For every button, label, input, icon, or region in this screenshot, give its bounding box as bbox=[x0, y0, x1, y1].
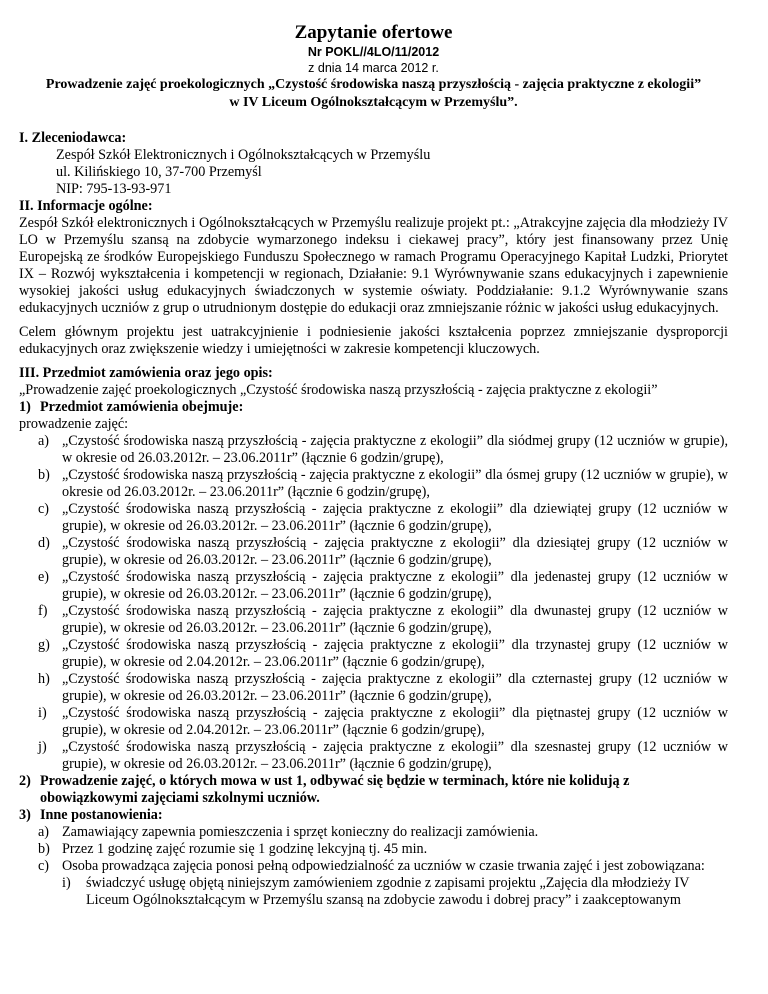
list-item-text: „Czystość środowiska naszą przyszłością - zajęcia praktyczne z ekologii” dla ósmej grupy (12 uczniów w grupie), w okresie od 26.03.2012r. – 23.06.2011r” (łącznie 6 godzin/grupę), bbox=[62, 467, 728, 500]
contractor-name: Zespół Szkół Elektronicznych i Ogólnokształcących w Przemyślu bbox=[56, 147, 431, 163]
point-1 bbox=[19, 399, 728, 416]
list-item-text: „Czystość środowiska naszą przyszłością - zajęcia praktyczne z ekologii” dla piętnastej grupy (12 uczniów w grupie), w okresie od 2.04.2012r. – 23.06.2011r” (łącznie 6 godzin/grupę), bbox=[62, 705, 728, 738]
contractor-address: ul. Kilińskiego 10, 37-700 Przemyśl bbox=[56, 164, 262, 180]
point-2-title: Prowadzenie zajęć, o których mowa w ust 1, odbywać się będzie w terminach, które nie kolidują z obowiązkowymi zajęciami szkolnymi uczniów. bbox=[40, 773, 630, 806]
section-2-paragraph-1: Zespół Szkół elektronicznych i Ogólnokształcących w Przemyślu realizuje projekt pt.: „Atrakcyjne zajęcia dla młodzieży IV LO w Przemyślu szansą na zdobycie wymarzonego indeksu i ciekawej pracy”, który jest finansowany przez Unię Europejską ze środków Europejskiego Funduszu Społecznego w ramach Programu Operacyjnego Kapitał Ludzki, Priorytet IX – Rozwój wykształcenia i kompetencji w regionach, Działanie: 9.1 Wyrównywanie szans edukacyjnych i zapewnienie wysokiej jakości usług edukacyjnych świadczonych w systemie oświaty. Poddziałanie: 9.1.2 Wyrównywanie szans edukacyjnych uczniów z grup o utrudnionym dostępie do edukacji oraz zmniejszanie różnic w jakości usług edukacyjnych. bbox=[19, 215, 728, 316]
list-item-marker: c) bbox=[38, 501, 50, 517]
list-item bbox=[19, 603, 728, 637]
classes-list bbox=[19, 433, 728, 773]
section-3-heading: III. Przedmiot zamówienia oraz jego opis: bbox=[19, 365, 273, 381]
list-item-text: „Czystość środowiska naszą przyszłością - zajęcia praktyczne z ekologii” dla dwunastej grupy (12 uczniów w grupie), w okresie od 26.03.2012r. – 23.06.2011r” (łącznie 6 godzin/grupę), bbox=[62, 603, 728, 636]
list-item-text: „Czystość środowiska naszą przyszłością - zajęcia praktyczne z ekologii” dla jedenastej grupy (12 uczniów w grupie), w okresie od 26.03.2012r. – 23.06.2011r” (łącznie 6 godzin/grupę), bbox=[62, 569, 728, 602]
list-item bbox=[19, 671, 728, 705]
point-3-title: Inne postanowienia: bbox=[40, 807, 163, 823]
list-item-marker: a) bbox=[38, 824, 50, 840]
list-item-marker: i) bbox=[62, 875, 71, 891]
list-item bbox=[19, 739, 728, 773]
point-3-number: 3) bbox=[19, 807, 31, 823]
list-item-marker: d) bbox=[38, 535, 50, 551]
list-item-text: Osoba prowadząca zajęcia ponosi pełną odpowiedzialność za uczniów w czasie trwania zajęć i jest zobowiązana: bbox=[62, 858, 705, 874]
section-1-heading: I. Zleceniodawca: bbox=[19, 130, 127, 146]
list-item-text: świadczyć usługę objętą niniejszym zamówieniem zgodnie z zapisami projektu „Zajęcia dla młodzieży IV Liceum Ogólnokształcącym w Przemyślu szansą na zdobycie zawodu i dobrej pracy” i zaakceptowanym bbox=[86, 875, 690, 908]
document-title: Zapytanie ofertowe bbox=[294, 22, 453, 43]
list-item-text: „Czystość środowiska naszą przyszłością - zajęcia praktyczne z ekologii” dla szesnastej grupy (12 uczniów w grupie), w okresie od 26.03.2012r. – 23.06.2011r” (łącznie 6 godzin/grupę), bbox=[62, 739, 728, 772]
contractor-nip: NIP: 795-13-93-971 bbox=[56, 181, 172, 197]
section-2-paragraph-2: Celem głównym projektu jest uatrakcyjnienie i podniesienie jakości kształcenia poprzez zmniejszanie dysproporcji edukacyjnych oraz zwiększenie wiedzy i umiejętności w zakresie kompetencji kluczowych. bbox=[19, 324, 728, 357]
section-3-intro: „Prowadzenie zajęć proekologicznych „Czystość środowiska naszą przyszłością - zajęcia praktyczne z ekologii” bbox=[19, 382, 658, 398]
document-subject-line-2: w IV Liceum Ogólnokształcącym w Przemyślu”. bbox=[229, 95, 518, 110]
list-item bbox=[19, 824, 728, 841]
list-item-marker: a) bbox=[38, 433, 50, 449]
list-item-text: Przez 1 godzinę zajęć rozumie się 1 godzinę lekcyjną tj. 45 min. bbox=[62, 841, 428, 857]
point-1-lead: prowadzenie zajęć: bbox=[19, 416, 129, 432]
section-2-heading: II. Informacje ogólne: bbox=[19, 198, 153, 214]
list-item-marker: h) bbox=[38, 671, 50, 687]
list-item-marker: c) bbox=[38, 858, 50, 874]
list-item bbox=[19, 569, 728, 603]
document-date: z dnia 14 marca 2012 r. bbox=[308, 61, 439, 75]
list-item bbox=[19, 858, 728, 875]
point-2 bbox=[19, 773, 728, 807]
list-item bbox=[19, 705, 728, 739]
list-item bbox=[19, 501, 728, 535]
list-item-text: „Czystość środowiska naszą przyszłością - zajęcia praktyczne z ekologii” dla dziesiątej grupy (12 uczniów w grupie), w okresie od 26.03.2012r. – 23.06.2011r” (łącznie 6 godzin/grupę), bbox=[62, 535, 728, 568]
list-item bbox=[19, 535, 728, 569]
list-item-marker: i) bbox=[38, 705, 47, 721]
list-item-text: „Czystość środowiska naszą przyszłością - zajęcia praktyczne z ekologii” dla trzynastej grupy (12 uczniów w grupie), w okresie od 2.04.2012r. – 23.06.2011r” (łącznie 6 godzin/grupę), bbox=[62, 637, 728, 670]
list-item bbox=[19, 841, 728, 858]
point-3 bbox=[19, 807, 728, 824]
list-item bbox=[19, 875, 728, 909]
list-item-text: „Czystość środowiska naszą przyszłością - zajęcia praktyczne z ekologii” dla czternastej grupy (12 uczniów w grupie), w okresie od 26.03.2012r. – 23.06.2011r” (łącznie 6 godzin/grupę), bbox=[62, 671, 728, 704]
list-item-text: „Czystość środowiska naszą przyszłością - zajęcia praktyczne z ekologii” dla siódmej grupy (12 uczniów w grupie), w okresie od 26.03.2012r. – 23.06.2011r” (łącznie 6 godzin/grupę), bbox=[62, 433, 728, 466]
list-item-marker: b) bbox=[38, 467, 50, 483]
list-item-marker: j) bbox=[38, 739, 47, 755]
list-item-marker: g) bbox=[38, 637, 50, 653]
list-item-text: „Czystość środowiska naszą przyszłością - zajęcia praktyczne z ekologii” dla dziewiątej grupy (12 uczniów w grupie), w okresie od 26.03.2012r. – 23.06.2011r” (łącznie 6 godzin/grupę), bbox=[62, 501, 728, 534]
document-number: Nr POKL//4LO/11/2012 bbox=[307, 45, 440, 59]
list-item-marker: e) bbox=[38, 569, 50, 585]
list-item-text: Zamawiający zapewnia pomieszczenia i sprzęt konieczny do realizacji zamówienia. bbox=[62, 824, 539, 840]
list-item bbox=[19, 467, 728, 501]
list-item-marker: f) bbox=[38, 603, 48, 619]
list-item bbox=[19, 637, 728, 671]
list-item bbox=[19, 433, 728, 467]
point-2-number: 2) bbox=[19, 773, 31, 789]
list-item-marker: b) bbox=[38, 841, 50, 857]
point-1-title: Przedmiot zamówienia obejmuje: bbox=[40, 399, 244, 415]
document-subject-line-1: Prowadzenie zajęć proekologicznych „Czystość środowiska naszą przyszłością - zajęcia praktyczne z ekologii” bbox=[45, 77, 702, 92]
point-1-number: 1) bbox=[19, 399, 31, 415]
document-page bbox=[19, 22, 728, 909]
